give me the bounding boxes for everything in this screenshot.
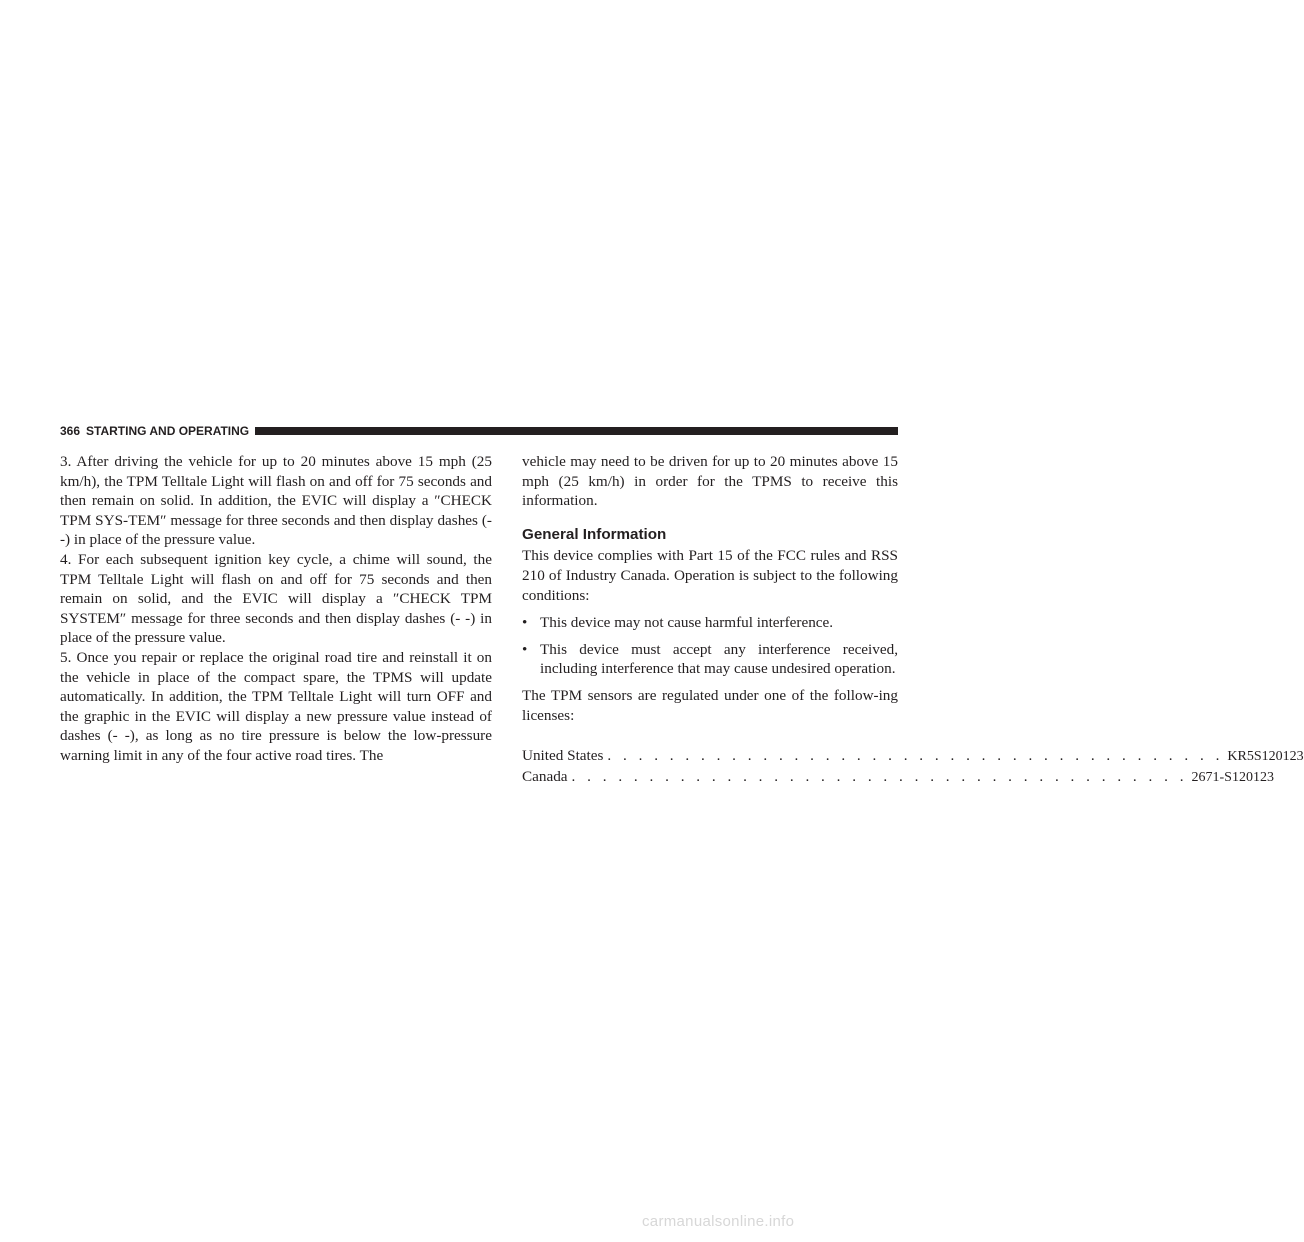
list-item — [522, 640, 898, 679]
header-rule — [255, 427, 898, 435]
step-4-paragraph: 4. For each subsequent ignition key cycle, a chime will sound, the TPM Telltale Light will flash on and off for 75 seconds and then remain on solid, and the EVIC will display a ″CHECK TPM SYSTEM″ message for three seconds and then display dashes (- -) in place of the pressure value. — [60, 550, 492, 647]
bullet-icon: • — [522, 614, 528, 632]
step-3-paragraph: 3. After driving the vehicle for up to 20 minutes above 15 mph (25 km/h), the TPM Telltale Light will flash on and off for 75 seconds and then remain on solid. In addition, the EVIC will display a ″CHECK TPM SYS-TEM″ message for three seconds and then display dashes (- -) in place of the pressure value. — [60, 453, 492, 549]
general-information-heading: General Information — [522, 525, 667, 543]
list-item — [522, 613, 898, 633]
license-code: KR5S120123 — [1227, 749, 1304, 765]
license-table — [522, 746, 1304, 787]
right-column — [522, 452, 1304, 787]
site-watermark: carmanualsonline.info — [642, 1213, 795, 1230]
list-item-text: This device must accept any interference received, including interference that may cause undesired operation. — [540, 640, 898, 678]
conditions-list — [522, 613, 898, 679]
bullet-icon: • — [522, 640, 528, 658]
license-row — [522, 746, 1304, 767]
continuation-paragraph: vehicle may need to be driven for up to 20 minutes above 15 mph (25 km/h) in order for the TPMS to receive this information. — [522, 453, 898, 510]
license-country: Canada — [522, 767, 568, 785]
left-column — [60, 452, 492, 766]
section-title: STARTING AND OPERATING — [86, 424, 250, 438]
step-5-paragraph: 5. Once you repair or replace the original road tire and reinstall it on the vehicle in place of the compact spare, the TPMS will update automatically. In addition, the TPM Telltale Light will turn OFF and the graphic in the EVIC will display a new pressure value instead of dashes (- -), as long as no tire pressure is below the low-pressure warning limit in any of the four active road tires. The — [60, 648, 492, 764]
dot-leader: . . . . . . . . . . . . . . . . . . . . . . . . . . . . . . . . . . . . . . . . — [571, 767, 1188, 785]
dot-leader: . . . . . . . . . . . . . . . . . . . . . . . . . . . . . . . . . . . . . . . . — [607, 747, 1224, 765]
license-row — [522, 767, 1274, 788]
license-code: 2671-S120123 — [1191, 769, 1274, 785]
license-country: United States — [522, 747, 604, 765]
licenses-intro-paragraph: The TPM sensors are regulated under one of the follow-ing licenses: — [522, 686, 898, 724]
list-item-text: This device may not cause harmful interference. — [540, 614, 834, 632]
page-header — [60, 424, 898, 438]
fcc-intro-paragraph: This device complies with Part 15 of the FCC rules and RSS 210 of Industry Canada. Operation is subject to the following conditions: — [522, 547, 898, 604]
page-number: 366 — [60, 424, 81, 438]
